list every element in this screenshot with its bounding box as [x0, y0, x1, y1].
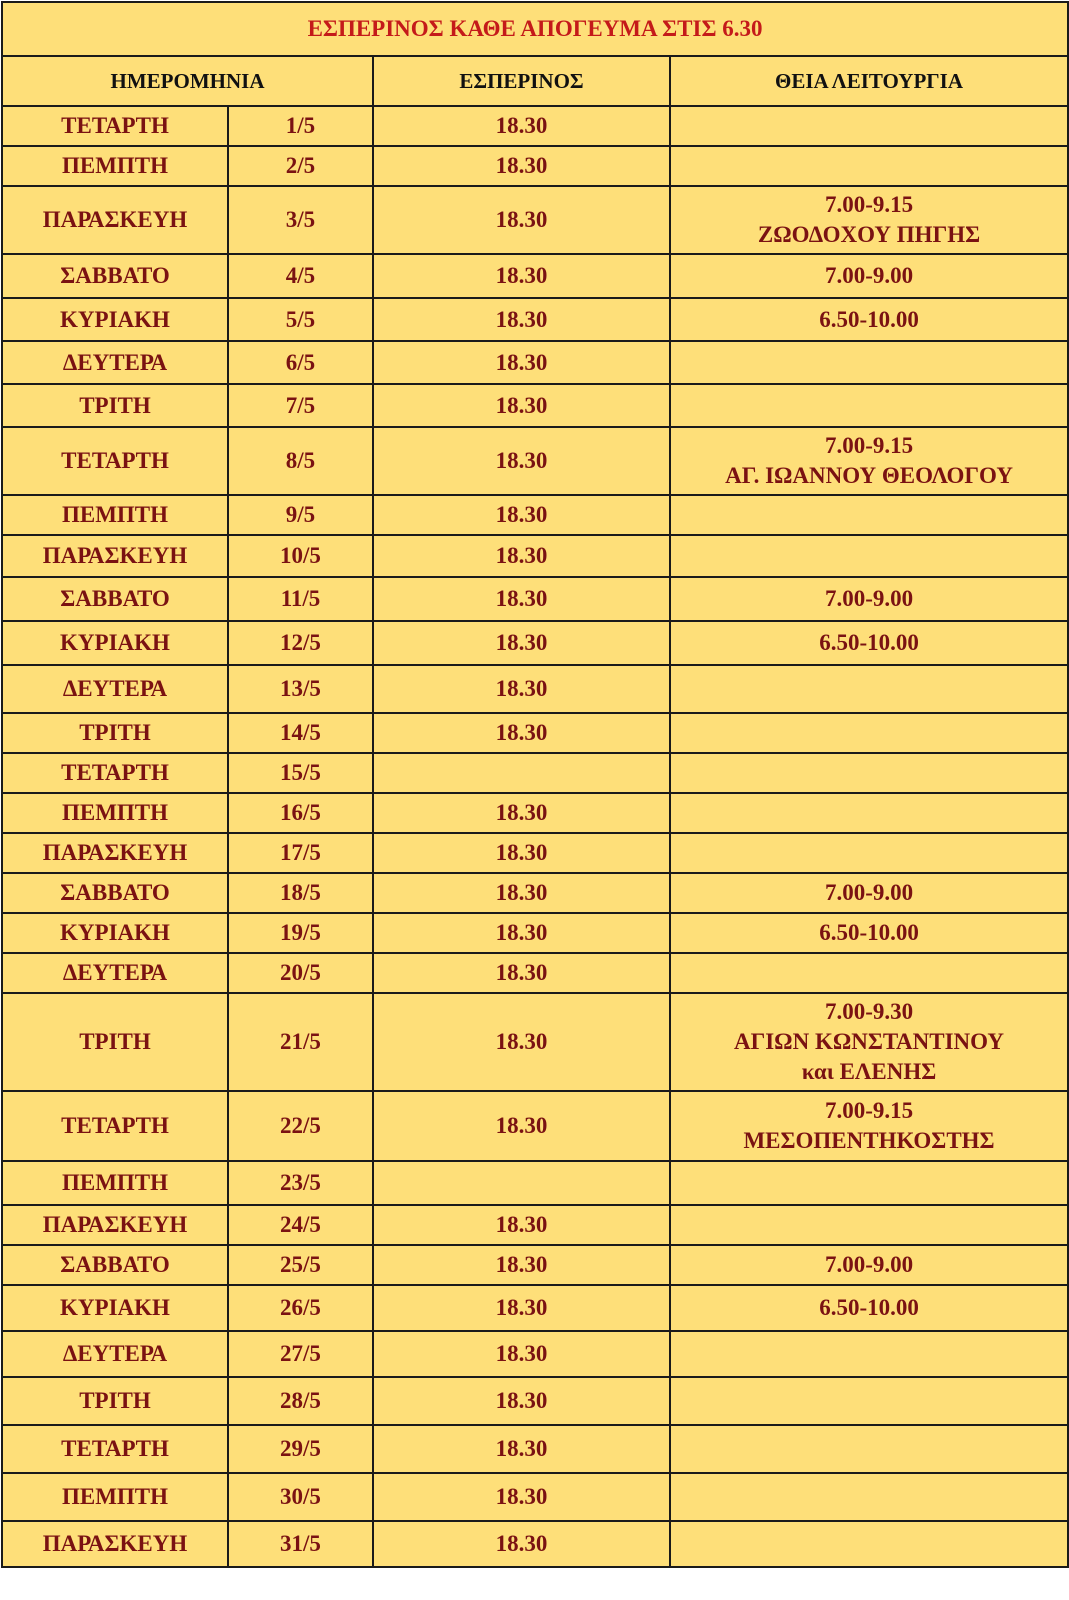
liturgy-cell	[670, 1161, 1068, 1205]
date-cell: 19/5	[228, 913, 373, 953]
table-row	[2, 577, 1068, 621]
table-row	[2, 1091, 1068, 1161]
header-vespers: ΕΣΠΕΡΙΝΟΣ	[373, 56, 670, 106]
liturgy-line: 6.50-10.00	[819, 306, 919, 332]
header-date: ΗΜΕΡΟΜΗΝΙΑ	[2, 56, 373, 106]
liturgy-cell	[670, 1521, 1068, 1567]
liturgy-line: 7.00-9.15	[824, 192, 914, 217]
vespers-cell: 18.30	[373, 495, 670, 535]
date-cell: 31/5	[228, 1521, 373, 1567]
date-cell: 29/5	[228, 1425, 373, 1473]
table-row	[2, 665, 1068, 713]
vespers-cell: 18.30	[373, 1521, 670, 1567]
vespers-cell: 18.30	[373, 993, 670, 1091]
day-cell: ΚΥΡΙΑΚΗ	[2, 913, 228, 953]
liturgy-cell	[670, 1377, 1068, 1425]
liturgy-cell	[670, 1473, 1068, 1521]
day-cell: ΣΑΒΒΑΤΟ	[2, 1245, 228, 1285]
day-cell: ΔΕΥΤΕΡΑ	[2, 953, 228, 993]
vespers-cell: 18.30	[373, 384, 670, 427]
schedule-title: ΕΣΠΕΡΙΝΟΣ ΚΑΘΕ ΑΠΟΓΕΥΜΑ ΣΤΙΣ 6.30	[2, 2, 1068, 56]
vespers-cell: 18.30	[373, 341, 670, 384]
vespers-cell: 18.30	[373, 1473, 670, 1521]
day-cell: ΣΑΒΒΑΤΟ	[2, 873, 228, 913]
liturgy-cell	[670, 254, 1068, 298]
liturgy-cell	[670, 341, 1068, 384]
liturgy-line: 7.00-9.15	[824, 1098, 914, 1123]
vespers-cell: 18.30	[373, 913, 670, 953]
liturgy-line: 6.50-10.00	[819, 920, 919, 945]
vespers-cell: 18.30	[373, 1091, 670, 1161]
date-cell: 9/5	[228, 495, 373, 535]
liturgy-line: ΑΓ. ΙΩΑΝΝΟΥ ΘΕΟΛΟΓΟΥ	[725, 463, 1013, 488]
day-cell: ΣΑΒΒΑΤΟ	[2, 577, 228, 621]
liturgy-cell	[670, 1205, 1068, 1245]
liturgy-cell	[670, 1285, 1068, 1331]
day-cell: ΤΕΤΑΡΤΗ	[2, 753, 228, 793]
table-row	[2, 254, 1068, 298]
liturgy-cell	[670, 1091, 1068, 1161]
vespers-cell: 18.30	[373, 427, 670, 495]
vespers-cell: 18.30	[373, 1425, 670, 1473]
day-cell: ΚΥΡΙΑΚΗ	[2, 298, 228, 341]
vespers-cell: 18.30	[373, 953, 670, 993]
liturgy-cell	[670, 1245, 1068, 1285]
day-cell: ΠΑΡΑΣΚΕΥΗ	[2, 833, 228, 873]
day-cell: ΤΡΙΤΗ	[2, 384, 228, 427]
day-cell: ΔΕΥΤΕΡΑ	[2, 665, 228, 713]
date-cell: 18/5	[228, 873, 373, 913]
table-row	[2, 384, 1068, 427]
day-cell: ΔΕΥΤΕΡΑ	[2, 1331, 228, 1377]
liturgy-cell	[670, 833, 1068, 873]
liturgy-cell	[670, 1331, 1068, 1377]
day-cell: ΤΕΤΑΡΤΗ	[2, 1091, 228, 1161]
date-cell: 26/5	[228, 1285, 373, 1331]
day-cell: ΠΑΡΑΣΚΕΥΗ	[2, 1205, 228, 1245]
date-cell: 20/5	[228, 953, 373, 993]
day-cell: ΤΡΙΤΗ	[2, 713, 228, 753]
liturgy-line: 6.50-10.00	[819, 1295, 919, 1320]
vespers-cell: 18.30	[373, 1245, 670, 1285]
vespers-cell: 18.30	[373, 106, 670, 146]
date-cell: 15/5	[228, 753, 373, 793]
day-cell: ΠΕΜΠΤΗ	[2, 793, 228, 833]
date-cell: 28/5	[228, 1377, 373, 1425]
liturgy-cell	[670, 427, 1068, 495]
liturgy-cell	[670, 577, 1068, 621]
liturgy-line: ΜΕΣΟΠΕΝΤΗΚΟΣΤΗΣ	[743, 1128, 995, 1153]
vespers-cell: 18.30	[373, 713, 670, 753]
liturgy-line: 7.00-9.00	[824, 880, 914, 905]
liturgy-line: ΑΓΙΩΝ ΚΩΝΣΤΑΝΤΙΝΟΥ	[733, 1029, 1005, 1054]
header-liturgy: ΘΕΙΑ ΛΕΙΤΟΥΡΓΙΑ	[670, 56, 1068, 106]
date-cell: 13/5	[228, 665, 373, 713]
liturgy-cell	[670, 298, 1068, 341]
day-cell: ΤΕΤΑΡΤΗ	[2, 1425, 228, 1473]
date-cell: 16/5	[228, 793, 373, 833]
vespers-cell: 18.30	[373, 665, 670, 713]
day-cell: ΚΥΡΙΑΚΗ	[2, 621, 228, 665]
date-cell: 27/5	[228, 1331, 373, 1377]
date-cell: 2/5	[228, 146, 373, 186]
date-cell: 1/5	[228, 106, 373, 146]
table-row	[2, 495, 1068, 535]
table-row	[2, 993, 1068, 1091]
table-row	[2, 1161, 1068, 1205]
date-cell: 4/5	[228, 254, 373, 298]
schedule-table	[1, 1, 1069, 1568]
date-cell: 10/5	[228, 535, 373, 577]
day-cell: ΣΑΒΒΑΤΟ	[2, 254, 228, 298]
day-cell: ΠΑΡΑΣΚΕΥΗ	[2, 535, 228, 577]
liturgy-line: ΖΩΟΔΟΧΟΥ ΠΗΓΗΣ	[757, 222, 981, 247]
date-cell: 14/5	[228, 713, 373, 753]
day-cell: ΤΕΤΑΡΤΗ	[2, 427, 228, 495]
day-cell: ΠΕΜΠΤΗ	[2, 1473, 228, 1521]
vespers-cell: 18.30	[373, 621, 670, 665]
vespers-cell: 18.30	[373, 146, 670, 186]
liturgy-cell	[670, 953, 1068, 993]
liturgy-cell	[670, 621, 1068, 665]
table-row	[2, 341, 1068, 384]
table-row	[2, 535, 1068, 577]
table-row	[2, 427, 1068, 495]
vespers-cell: 18.30	[373, 254, 670, 298]
table-row	[2, 106, 1068, 146]
title-row	[2, 2, 1068, 56]
day-cell: ΠΑΡΑΣΚΕΥΗ	[2, 1521, 228, 1567]
table-row	[2, 621, 1068, 665]
table-row	[2, 298, 1068, 341]
liturgy-cell	[670, 753, 1068, 793]
liturgy-cell	[670, 1425, 1068, 1473]
liturgy-cell	[670, 665, 1068, 713]
liturgy-cell	[670, 495, 1068, 535]
liturgy-cell	[670, 873, 1068, 913]
table-row	[2, 913, 1068, 953]
liturgy-cell	[670, 993, 1068, 1091]
vespers-cell: 18.30	[373, 298, 670, 341]
liturgy-line: και ΕΛΕΝΗΣ	[801, 1059, 937, 1084]
table-row	[2, 146, 1068, 186]
table-row	[2, 873, 1068, 913]
date-cell: 23/5	[228, 1161, 373, 1205]
date-cell: 17/5	[228, 833, 373, 873]
vespers-cell: 18.30	[373, 577, 670, 621]
vespers-cell: 18.30	[373, 1377, 670, 1425]
date-cell: 22/5	[228, 1091, 373, 1161]
date-cell: 11/5	[228, 577, 373, 621]
day-cell: ΠΑΡΑΣΚΕΥΗ	[2, 186, 228, 254]
liturgy-line: 7.00-9.00	[824, 263, 914, 288]
date-cell: 6/5	[228, 341, 373, 384]
table-row	[2, 1473, 1068, 1521]
vespers-cell: 18.30	[373, 1285, 670, 1331]
vespers-cell: 18.30	[373, 1331, 670, 1377]
day-cell: ΠΕΜΠΤΗ	[2, 495, 228, 535]
day-cell: ΤΡΙΤΗ	[2, 1377, 228, 1425]
liturgy-cell	[670, 713, 1068, 753]
vespers-cell: 18.30	[373, 535, 670, 577]
liturgy-cell	[670, 106, 1068, 146]
day-cell: ΤΕΤΑΡΤΗ	[2, 106, 228, 146]
day-cell: ΠΕΜΠΤΗ	[2, 146, 228, 186]
table-row	[2, 953, 1068, 993]
date-cell: 5/5	[228, 298, 373, 341]
vespers-cell: 18.30	[373, 873, 670, 913]
schedule-body	[2, 106, 1068, 1567]
day-cell: ΚΥΡΙΑΚΗ	[2, 1285, 228, 1331]
table-row	[2, 833, 1068, 873]
liturgy-cell	[670, 186, 1068, 254]
vespers-cell	[373, 753, 670, 793]
liturgy-line: 6.50-10.00	[819, 630, 919, 655]
day-cell: ΤΡΙΤΗ	[2, 993, 228, 1091]
table-row	[2, 1205, 1068, 1245]
date-cell: 24/5	[228, 1205, 373, 1245]
liturgy-cell	[670, 384, 1068, 427]
table-row	[2, 1425, 1068, 1473]
liturgy-cell	[670, 913, 1068, 953]
table-row	[2, 753, 1068, 793]
liturgy-line: 7.00-9.00	[824, 1252, 914, 1277]
table-row	[2, 793, 1068, 833]
table-row	[2, 1377, 1068, 1425]
liturgy-cell	[670, 146, 1068, 186]
date-cell: 25/5	[228, 1245, 373, 1285]
liturgy-line: 7.00-9.30	[824, 999, 914, 1024]
table-row	[2, 1521, 1068, 1567]
table-row	[2, 1331, 1068, 1377]
table-row	[2, 186, 1068, 254]
liturgy-cell	[670, 535, 1068, 577]
date-cell: 12/5	[228, 621, 373, 665]
liturgy-line: 7.00-9.00	[824, 586, 914, 611]
table-row	[2, 1245, 1068, 1285]
vespers-cell: 18.30	[373, 793, 670, 833]
date-cell: 3/5	[228, 186, 373, 254]
date-cell: 30/5	[228, 1473, 373, 1521]
date-cell: 7/5	[228, 384, 373, 427]
header-row	[2, 56, 1068, 106]
table-row	[2, 1285, 1068, 1331]
vespers-cell	[373, 1161, 670, 1205]
day-cell: ΔΕΥΤΕΡΑ	[2, 341, 228, 384]
date-cell: 21/5	[228, 993, 373, 1091]
table-row	[2, 713, 1068, 753]
day-cell: ΠΕΜΠΤΗ	[2, 1161, 228, 1205]
vespers-cell: 18.30	[373, 186, 670, 254]
liturgy-line: 7.00-9.15	[824, 433, 914, 458]
vespers-cell: 18.30	[373, 833, 670, 873]
liturgy-cell	[670, 793, 1068, 833]
date-cell: 8/5	[228, 427, 373, 495]
vespers-cell: 18.30	[373, 1205, 670, 1245]
